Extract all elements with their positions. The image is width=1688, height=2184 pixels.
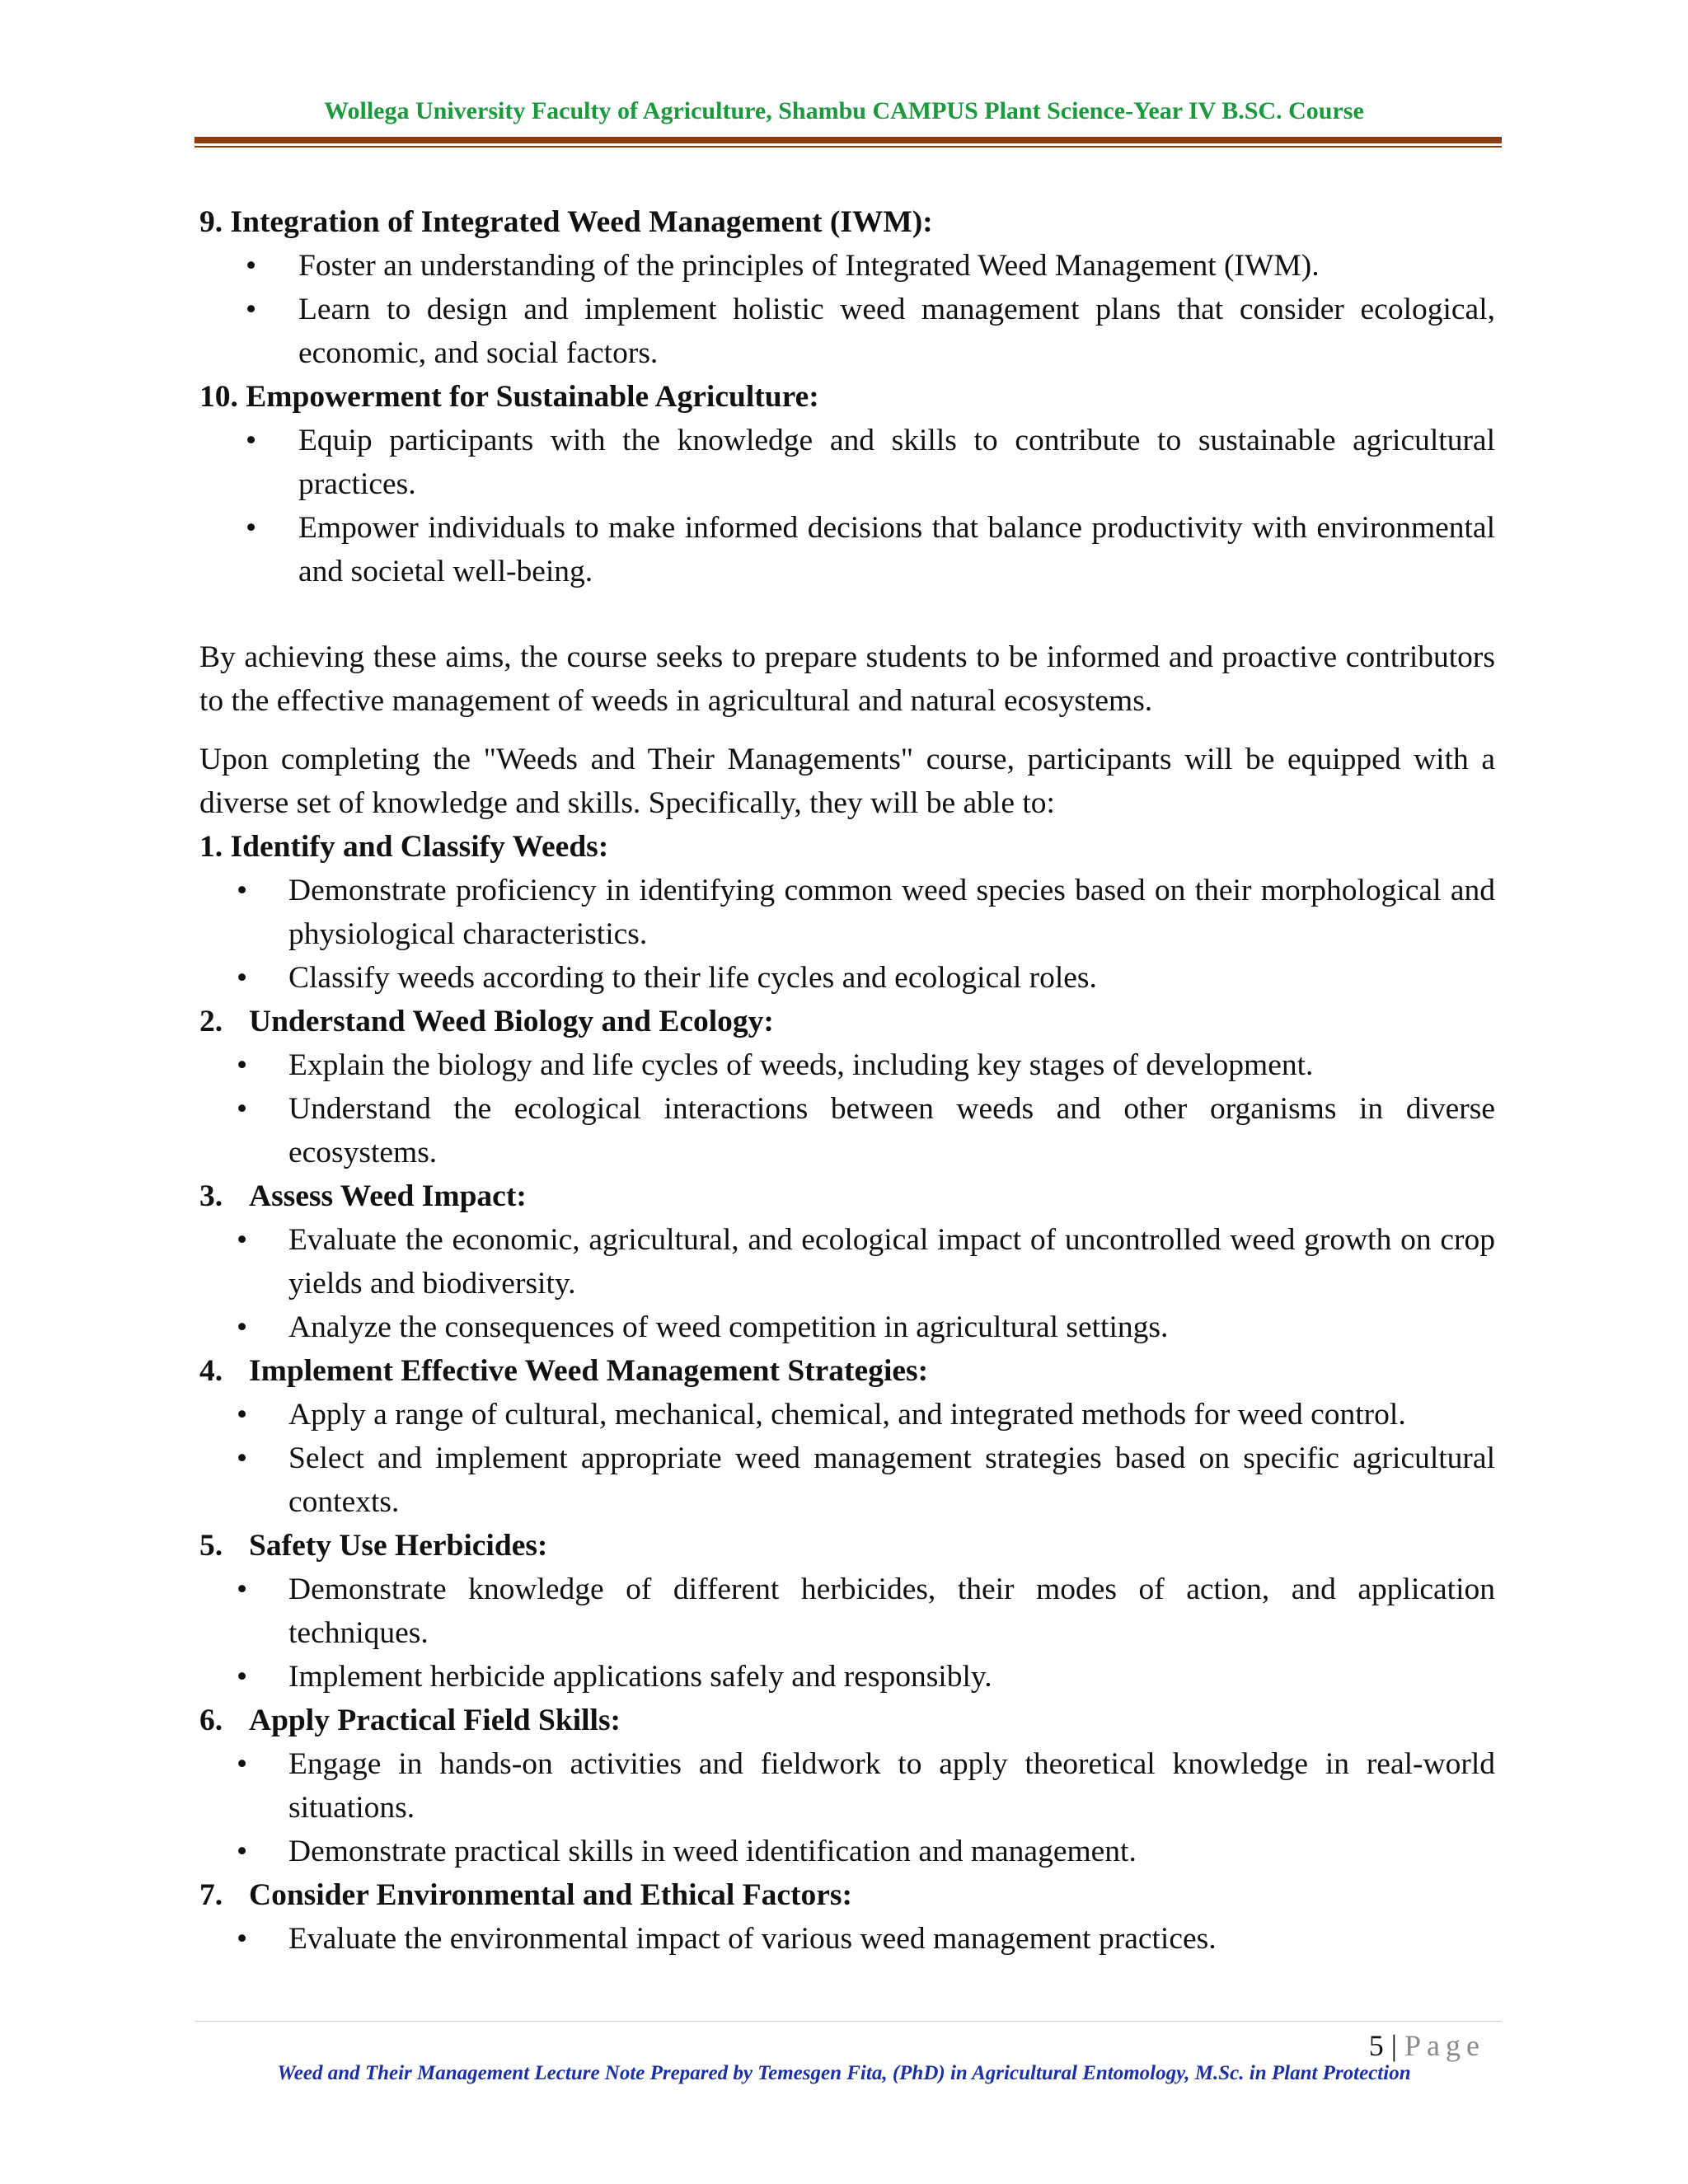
bullet-icon: • [237,1835,248,1868]
page-number-label [1319,2028,1485,2063]
list-item: • Implement herbicide applications safely and responsibly. [199,1655,1495,1699]
bullet-icon: • [246,293,257,326]
paragraph-aims: By achieving these aims, the course seeks to prepare students to be informed and proactive contributors to the effective management of weeds in agricultural and natural ecosystems. [199,640,1495,718]
paragraph-intro: Upon completing the "Weeds and Their Managements" course, participants will be equipped with a diverse set of knowledge and skills. Specifically, they will be able to: [199,743,1495,820]
spacer [199,593,1495,635]
bullet-icon: • [237,1398,248,1432]
outcome-7 [199,1873,1495,1961]
header-title: Wollega University Faculty of Agriculture, Shambu CAMPUS Plant Science-Year IV B.SC. Course [324,97,1364,124]
outcome-heading: 7. Consider Environmental and Ethical Factors: [199,1873,1495,1917]
bullet-icon: • [237,1310,248,1344]
bullet-list [199,869,1495,1000]
bullet-list [199,1742,1495,1873]
list-item: • Foster an understanding of the principles of Integrated Weed Management (IWM). [199,244,1495,288]
bullet-icon: • [237,1441,248,1475]
outcome-6 [199,1699,1495,1873]
bullet-icon: • [237,1092,248,1126]
outcome-5 [199,1524,1495,1699]
outcome-number: 6. [199,1704,223,1737]
list-item: • Classify weeds according to their life cycles and ecological roles. [199,956,1495,1000]
bullet-icon: • [237,1660,248,1694]
list-item: • Demonstrate practical skills in weed identification and management. [199,1830,1495,1873]
bullet-list [199,1043,1495,1174]
page-separator: | [1390,2029,1398,2062]
bullet-icon: • [237,1048,248,1082]
list-item: • Empower individuals to make informed decisions that balance productivity with environmental and societal well-being. [199,506,1495,593]
document-body [199,200,1495,1961]
outcome-heading: 2. Understand Weed Biology and Ecology: [199,1000,1495,1043]
list-item: • Explain the biology and life cycles of weeds, including key stages of development. [199,1043,1495,1087]
outcome-number: 7. [199,1878,223,1912]
bullet-list [199,1218,1495,1349]
bullet-icon: • [246,424,257,457]
footer-note: Weed and Their Management Lecture Note Prepared by Temesgen Fita, (PhD) in Agricultural Entomology, M.Sc. in Plant Protection [277,2062,1411,2084]
outcome-heading: 4. Implement Effective Weed Management Strategies: [199,1349,1495,1393]
bullet-icon: • [237,1922,248,1956]
bullet-icon: • [246,249,257,283]
page-word: Page [1404,2029,1485,2062]
outcome-4 [199,1349,1495,1524]
outcome-number: 3. [199,1179,223,1213]
outcome-number: 2. [199,1005,223,1038]
list-item: • Engage in hands-on activities and fieldwork to apply theoretical knowledge in real-world situations. [199,1742,1495,1830]
section-9 [199,200,1495,375]
list-item: • Evaluate the environmental impact of various weed management practices. [199,1917,1495,1961]
bullet-icon: • [237,961,248,995]
list-item: • Demonstrate knowledge of different herbicides, their modes of action, and application techniques. [199,1568,1495,1655]
bullet-list [199,1917,1495,1961]
outcome-number: 4. [199,1354,223,1388]
page-number: 5 [1368,2029,1384,2062]
bullet-icon: • [246,511,257,545]
list-item: • Evaluate the economic, agricultural, and ecological impact of uncontrolled weed growth on crop yields and biodiversity. [199,1218,1495,1305]
bullet-icon: • [237,874,248,907]
list-item: • Demonstrate proficiency in identifying common weed species based on their morphological and physiological characteristics. [199,869,1495,956]
bullet-icon: • [237,1223,248,1257]
header-rule-thick [195,137,1502,143]
bullet-list [199,244,1495,375]
outcome-heading: 3. Assess Weed Impact: [199,1174,1495,1218]
header-rule-thin [195,146,1502,148]
bullet-list [199,419,1495,593]
list-item: • Learn to design and implement holistic weed management plans that consider ecological, economic, and social factors. [199,288,1495,375]
outcome-number: 5. [199,1529,223,1563]
bullet-list [199,1393,1495,1524]
outcome-heading: 6. Apply Practical Field Skills: [199,1699,1495,1742]
outcome-1 [199,825,1495,1000]
outcome-3 [199,1174,1495,1349]
outcome-heading: 1. Identify and Classify Weeds: [199,830,609,864]
list-item: • Analyze the consequences of weed competition in agricultural settings. [199,1305,1495,1349]
outcome-number: 1. [199,830,223,864]
section-heading: 9. Integration of Integrated Weed Management (IWM): [199,205,933,239]
spacer [199,723,1495,738]
outcome-heading: 5. Safety Use Herbicides: [199,1524,1495,1568]
section-heading: 10. Empowerment for Sustainable Agriculture: [199,380,819,414]
list-item: • Equip participants with the knowledge and skills to contribute to sustainable agricultural practices. [199,419,1495,506]
list-item: • Apply a range of cultural, mechanical, chemical, and integrated methods for weed control. [199,1393,1495,1436]
outcome-2 [199,1000,1495,1174]
bullet-list [199,1568,1495,1699]
list-item: • Select and implement appropriate weed management strategies based on specific agricultural contexts. [199,1436,1495,1524]
list-item: • Understand the ecological interactions between weeds and other organisms in diverse ecosystems. [199,1087,1495,1174]
footer-rule [195,2021,1502,2022]
section-10 [199,375,1495,593]
bullet-icon: • [237,1747,248,1781]
bullet-icon: • [237,1572,248,1606]
